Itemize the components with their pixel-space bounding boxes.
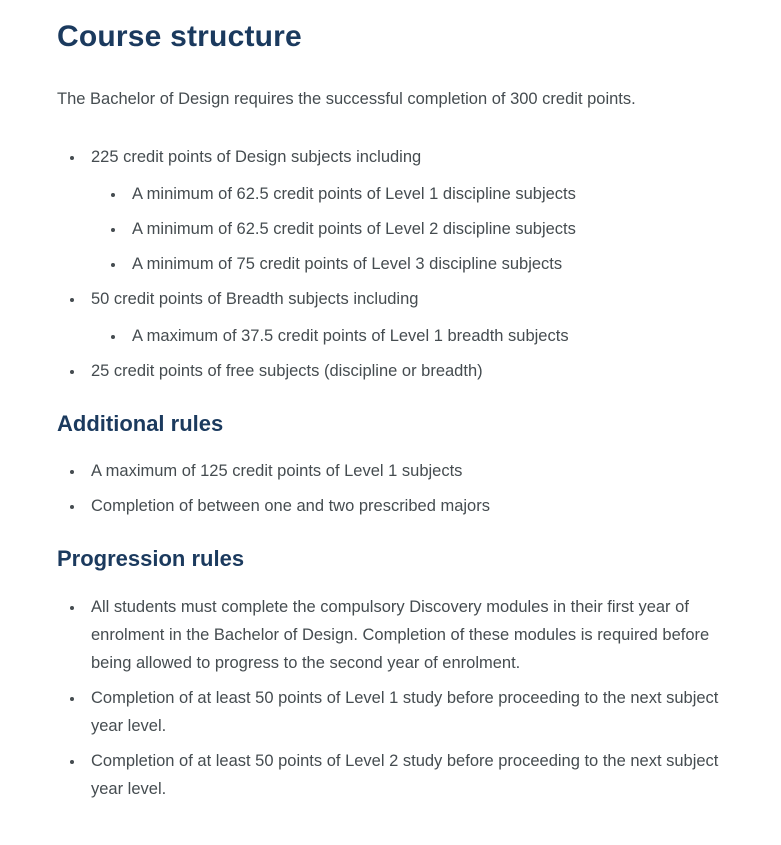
list-item-text: Completion of between one and two prescribed majors: [91, 497, 490, 516]
list-item: [85, 747, 737, 803]
list-item: [85, 593, 737, 677]
sublist: [91, 322, 737, 350]
additional-rules-list: [57, 457, 737, 520]
list-item-text: A maximum of 125 credit points of Level 1 subjects: [91, 462, 463, 481]
list-item-text: A minimum of 62.5 credit points of Level 1 discipline subjects: [132, 184, 576, 203]
list-item: [85, 143, 737, 278]
progression-rules-heading: Progression rules: [57, 546, 245, 572]
list-item-text: A minimum of 75 credit points of Level 3 discipline subjects: [132, 254, 563, 273]
list-item: [126, 250, 737, 278]
list-item-text: All students must complete the compulsory Discovery modules in their first year of enrolment in the Bachelor of Design. Completion of these modules is required before being allowed to progress to the second year of enrolment.: [91, 597, 710, 672]
list-item: [85, 684, 737, 740]
list-item-text: Completion of at least 50 points of Level 1 study before proceeding to the next subject year level.: [91, 688, 719, 735]
list-item: [85, 285, 737, 350]
list-item-text: 25 credit points of free subjects (discipline or breadth): [91, 361, 483, 380]
page-title: Course structure: [57, 20, 302, 53]
course-structure-list: [57, 143, 737, 385]
additional-rules-heading: Additional rules: [57, 410, 224, 436]
list-item: [126, 180, 737, 208]
list-item: [126, 322, 737, 350]
list-item: [126, 215, 737, 243]
list-item: [85, 457, 737, 485]
list-item: [85, 492, 737, 520]
sublist: [91, 180, 737, 278]
list-item-text: A minimum of 62.5 credit points of Level 2 discipline subjects: [132, 219, 576, 238]
progression-rules-list: [57, 593, 737, 803]
intro-paragraph: The Bachelor of Design requires the successful completion of 300 credit points.: [57, 89, 636, 108]
list-item-text: 50 credit points of Breadth subjects including: [91, 289, 419, 308]
list-item-text: A maximum of 37.5 credit points of Level 1 breadth subjects: [132, 326, 569, 345]
list-item: [85, 357, 737, 385]
list-item-text: Completion of at least 50 points of Level 2 study before proceeding to the next subject year level.: [91, 751, 719, 799]
list-item-text: 225 credit points of Design subjects including: [91, 147, 422, 166]
